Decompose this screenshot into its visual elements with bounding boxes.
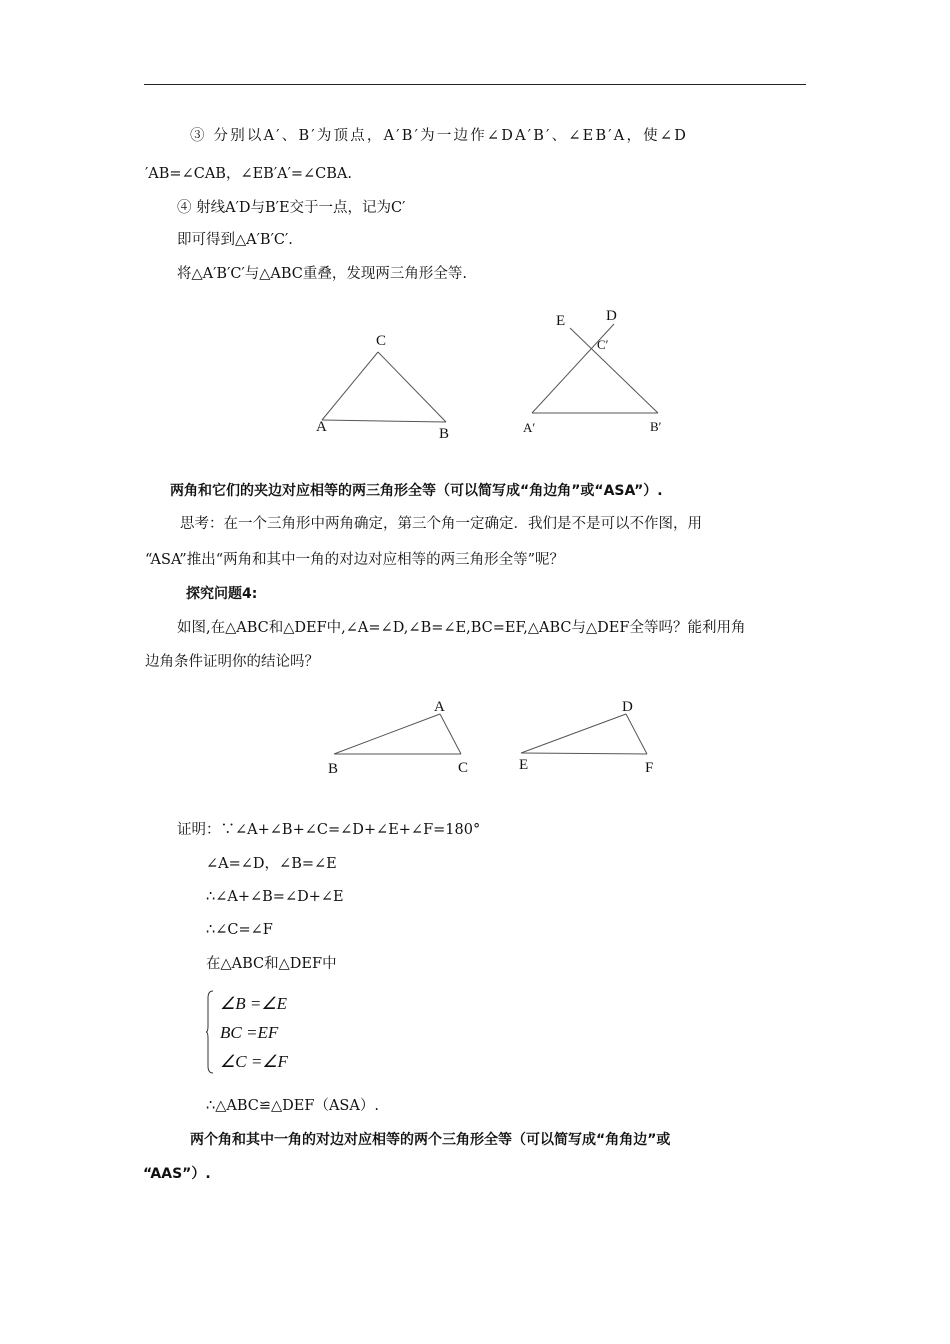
left-brace xyxy=(206,990,214,1074)
overlap-line: 将△A′B′C′与△ABC重叠，发现两三角形全等. xyxy=(177,266,467,282)
figure-1-construction xyxy=(300,300,700,450)
proof-line-5: 在△ABC和△DEF中 xyxy=(206,956,337,972)
question-line-2: 边角条件证明你的结论吗？ xyxy=(145,654,319,670)
triangle-abc-prime xyxy=(523,308,662,435)
step-4: ④ 射线A′D与B′E交于一点，记为C′ xyxy=(177,200,406,216)
condition-angle-b: ∠B =∠E xyxy=(220,994,287,1013)
step-3-line-1: ③ 分别以A′、B′为顶点，A′B′为一边作∠DA′B′、∠EB′A，使∠D xyxy=(190,128,689,144)
header-rule xyxy=(144,84,806,85)
label-a: A xyxy=(434,699,445,715)
triangle-abc xyxy=(316,333,449,442)
label-a-prime: A′ xyxy=(523,420,536,435)
step-3-line-2: ′AB=∠CAB，∠EB′A′=∠CBA. xyxy=(145,166,353,182)
aas-theorem-line-1: 两个角和其中一角的对边对应相等的两个三角形全等（可以简写成“角角边”或 xyxy=(190,1132,671,1148)
label-a: A xyxy=(316,419,327,435)
label-f: F xyxy=(645,760,654,776)
label-b-prime: B′ xyxy=(650,419,662,434)
label-d: D xyxy=(622,699,633,715)
condition-side-bc: BC =EF xyxy=(220,1023,279,1042)
label-c: C xyxy=(376,333,387,349)
proof-line-1: 证明：∵∠A+∠B+∠C=∠D+∠E+∠F=180° xyxy=(177,822,481,838)
triangle-abc-2 xyxy=(328,699,468,777)
result-line: 即可得到△A′B′C′. xyxy=(177,232,293,248)
proof-line-4: ∴∠C=∠F xyxy=(206,922,273,938)
asa-theorem: 两角和它们的夹边对应相等的两三角形全等（可以简写成“角边角”或“ASA”）. xyxy=(170,483,663,499)
label-d: D xyxy=(606,308,617,324)
label-c-prime: C′ xyxy=(597,337,609,352)
explore-title: 探究问题4: xyxy=(186,586,258,602)
question-line-1: 如图,在△ABC和△DEF中,∠A=∠D,∠B=∠E,BC=EF,△ABC与△DEF全等吗？能利用角 xyxy=(177,620,746,636)
think-line-1: 思考：在一个三角形中两角确定，第三个角一定确定．我们是不是可以不作图，用 xyxy=(180,516,702,532)
label-c: C xyxy=(458,760,469,776)
label-e: E xyxy=(556,313,566,329)
proof-line-2: ∠A=∠D，∠B=∠E xyxy=(206,856,337,872)
label-b: B xyxy=(328,761,339,777)
think-line-2: “ASA”推出“两角和其中一角的对边对应相等的两三角形全等”呢？ xyxy=(145,552,565,568)
label-e: E xyxy=(519,757,529,773)
figure-2-triangles xyxy=(320,692,680,782)
condition-angle-c: ∠C =∠F xyxy=(220,1052,288,1071)
proof-line-3: ∴∠A+∠B=∠D+∠E xyxy=(206,889,344,905)
label-b: B xyxy=(439,426,450,442)
triangle-def xyxy=(519,699,653,776)
aas-theorem-line-2: “AAS”）. xyxy=(143,1166,211,1182)
proof-conclusion: ∴△ABC≌△DEF（ASA）. xyxy=(206,1098,379,1114)
